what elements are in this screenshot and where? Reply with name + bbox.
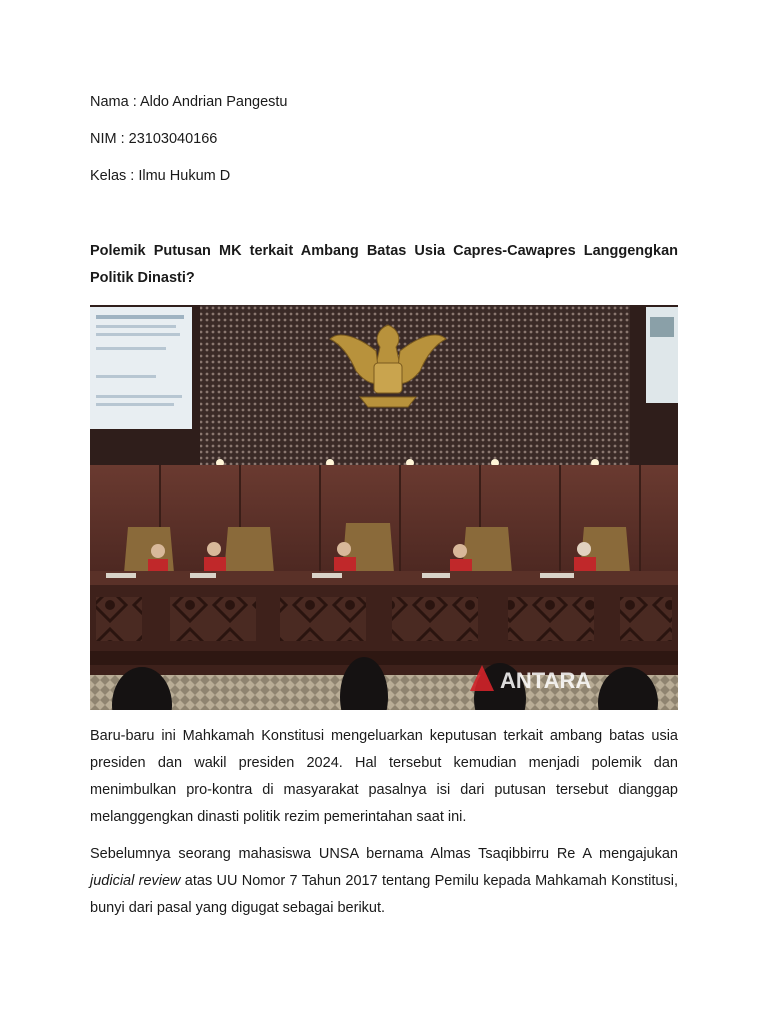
italic-term: judicial review — [90, 873, 181, 889]
court-hearing-photo — [90, 305, 678, 710]
body-paragraph: Baru-baru ini Mahkamah Konstitusi mengeluarkan keputusan terkait ambang batas usia presiden dan wakil presiden 2024. Hal tersebut kemudian menjadi polemik dan menimbulkan pro-kontra di masyarakat pasalnya isi dari putusan tersebut dianggap melanggengkan dinasti politik rezim pemerintahan saat ini. — [90, 728, 678, 825]
body-text: atas UU Nomor 7 Tahun 2017 tentang Pemilu kepada Mahkamah Konstitusi, bunyi dari pasal yang digugat sebagai berikut. — [90, 873, 678, 916]
body-text: Sebelumnya seorang mahasiswa UNSA bernama Almas Tsaqibbirru Re A mengajukan — [90, 846, 678, 862]
decorative-wall-panel — [200, 305, 630, 465]
article-title: Polemik Putusan MK terkait Ambang Batas Usia Capres-Cawapres Langgengkan Politik Dinasti? — [90, 243, 678, 286]
svg-text:ANTARA: ANTARA — [500, 668, 592, 693]
body-paragraph — [90, 841, 678, 922]
student-id: NIM : 23103040166 — [90, 131, 218, 147]
student-class: Kelas : Ilmu Hukum D — [90, 168, 231, 184]
student-name: Nama : Aldo Andrian Pangestu — [90, 94, 288, 110]
